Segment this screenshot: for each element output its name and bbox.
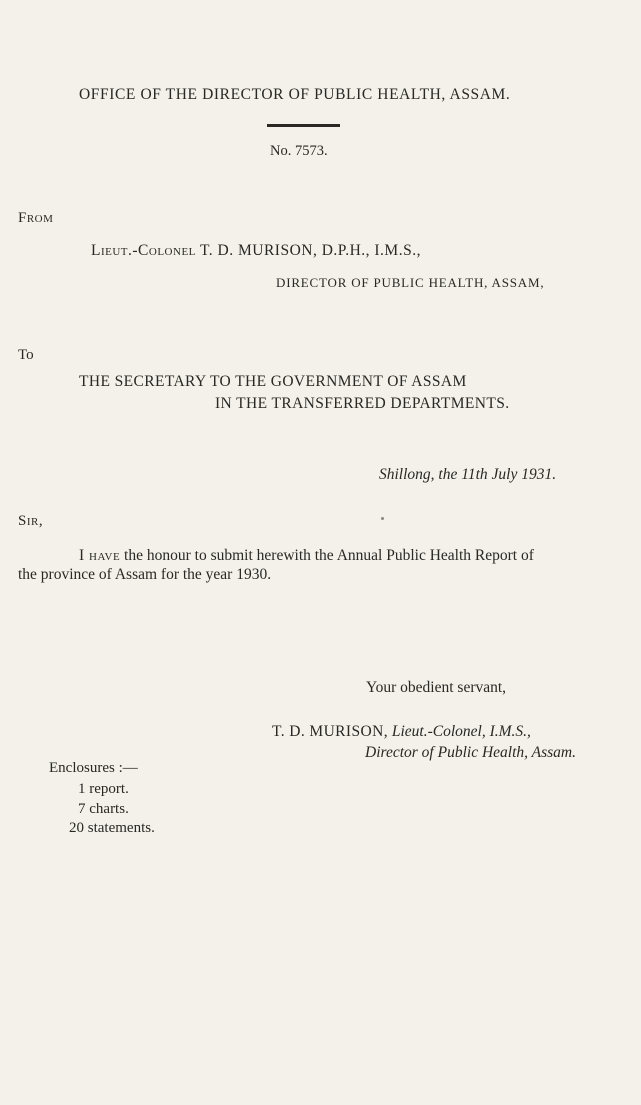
recipient-line1: THE SECRETARY TO THE GOVERNMENT OF ASSAM [79,373,467,390]
enclosure-item: 1 report. [78,781,129,797]
enclosure-item: 20 statements. [69,820,155,836]
body-line1-text: the honour to submit herewith the Annual Public Health Report of [120,547,534,564]
signature-rank: Lieut.-Colonel, I.M.S., [391,723,531,740]
letter-number: No. 7573. [270,143,328,159]
sender-title: DIRECTOR OF PUBLIC HEALTH, ASSAM, [276,275,545,290]
signature-name: T. D. MURISON, [272,723,388,740]
body-line1 [79,547,534,565]
signature-title: Director of Public Health, Assam. [365,744,576,761]
signature-line1 [272,723,531,741]
from-label: From [18,210,54,226]
body-opening: I have [79,547,121,564]
body-line2: the province of Assam for the year 1930. [18,566,272,583]
enclosures-label: Enclosures :— [49,760,138,776]
salutation: Sir, [18,513,44,529]
to-label: To [18,347,34,363]
paper-speck [381,517,384,520]
office-heading: OFFICE OF THE DIRECTOR OF PUBLIC HEALTH, ASSAM. [79,86,511,103]
recipient-line2: IN THE TRANSFERRED DEPARTMENTS. [215,395,510,412]
date-line: Shillong, the 11th July 1931. [379,466,557,483]
sender-name: Lieut.-Colonel T. D. MURISON, D.P.H., I.M.S., [91,242,421,259]
enclosure-item: 7 charts. [78,801,129,817]
closing-line: Your obedient servant, [366,679,507,696]
heading-rule [267,124,340,127]
